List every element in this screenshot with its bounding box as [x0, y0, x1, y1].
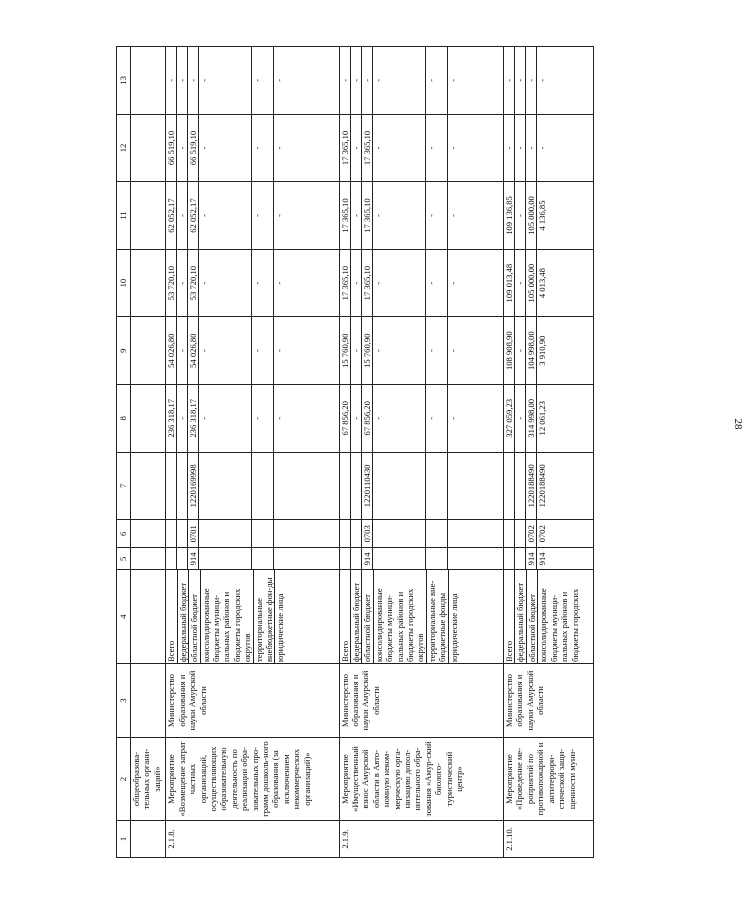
value-cell: 0703	[362, 520, 373, 547]
value-cell: -	[426, 317, 448, 384]
value-cell	[252, 548, 274, 569]
value-cell: 12 061,23	[537, 401, 548, 436]
col-c5	[131, 548, 166, 570]
value-cell: 15 760,90	[362, 317, 373, 384]
value-cell: -	[515, 115, 526, 182]
value-cell: 62 052,17	[166, 182, 177, 249]
value-cell: -	[447, 146, 458, 150]
value-cell: 105 000,00	[526, 250, 537, 317]
header-row	[117, 47, 131, 858]
funding-source: консолидированные бюджеты муници-пальных районов и бюджеты городских	[538, 588, 580, 662]
funding-source: юридические лица	[448, 593, 459, 662]
value-cell: 914	[362, 548, 373, 569]
column-header: 4	[117, 570, 131, 664]
value-cell	[373, 520, 426, 547]
column-header: 13	[117, 47, 131, 115]
value-cell: 108 908,90	[504, 317, 515, 384]
value-cell: 109 013,48	[504, 250, 515, 317]
row-title: Мероприятие «Возмещение затрат частных организаций, осуществляющих образовательную деятельность по реализации обра-зовательных про-грамм дошколь-ного образования (за исключением некоммерческих организаций)»	[166, 738, 339, 821]
col-c6	[166, 520, 339, 548]
value-cell: 53 720,10	[166, 250, 177, 317]
value-cell: 54 026,80	[166, 317, 177, 384]
value-cell	[373, 453, 426, 520]
value-cell: -	[252, 317, 274, 384]
row-ministry: Министерство образования и науки Амурской области	[504, 664, 594, 738]
value-cell	[252, 453, 274, 520]
value-cell: 1220110430	[362, 453, 373, 520]
col-v8	[131, 384, 166, 452]
value-cell: -	[274, 349, 285, 353]
value-cell: -	[166, 47, 177, 114]
value-cell: -	[351, 250, 362, 317]
col-v8	[166, 384, 339, 452]
value-cell	[177, 453, 188, 520]
value-cell: -	[537, 146, 548, 150]
col-v12	[131, 114, 166, 182]
table-row	[339, 47, 503, 858]
value-cell	[340, 520, 351, 547]
value-cell: -	[351, 317, 362, 384]
value-cell: -	[351, 115, 362, 182]
col-v10	[131, 249, 166, 317]
value-cell	[504, 520, 515, 547]
value-cell: -	[199, 182, 252, 249]
value-cell: -	[274, 146, 285, 150]
funding-source: юридические лица	[275, 593, 286, 662]
value-cell: -	[426, 115, 448, 182]
page-number: 28	[732, 418, 744, 430]
value-cell: -	[515, 47, 526, 114]
col-v8	[504, 384, 594, 452]
value-cell: -	[274, 281, 285, 285]
value-cell: 54 026,80	[188, 317, 199, 384]
col-v8	[339, 384, 503, 452]
value-cell: 1220169998	[188, 453, 199, 520]
row-ministry: Министерство образования и науки Амурской области	[166, 664, 339, 738]
value-cell: -	[526, 115, 537, 182]
value-cell: -	[351, 385, 362, 452]
value-cell	[504, 453, 515, 520]
value-cell: -	[373, 385, 426, 452]
funding-source: Всего	[340, 570, 351, 663]
value-cell: -	[426, 385, 448, 452]
col-c7	[131, 452, 166, 520]
funding-source: областной бюджет	[527, 570, 538, 663]
value-cell: -	[199, 250, 252, 317]
value-cell: -	[526, 47, 537, 114]
value-cell	[351, 453, 362, 520]
value-cell	[448, 520, 457, 547]
row-id: 2.1.9.	[339, 820, 503, 857]
value-cell: -	[447, 349, 458, 353]
value-cell: 66 519,10	[188, 115, 199, 182]
value-cell: -	[426, 250, 448, 317]
funding-sources	[166, 570, 339, 664]
col-c6	[131, 520, 166, 548]
value-cell: -	[199, 115, 252, 182]
row-ministry	[131, 664, 166, 738]
value-cell: -	[447, 281, 458, 285]
row-id: 2.1.8.	[166, 820, 339, 857]
value-cell	[340, 548, 351, 569]
value-cell	[448, 453, 457, 520]
budget-table	[116, 46, 594, 858]
value-cell	[515, 520, 526, 547]
value-cell: -	[373, 47, 426, 114]
value-cell: -	[362, 47, 373, 114]
value-cell	[504, 548, 515, 569]
row-title: Мероприятие «Имущественный взнос Амурской области в Авто-номную неком-мерческую орга-низацию допол-нительного обра-зования «Амур-ский биолого-туристический центр»	[339, 738, 503, 821]
value-cell	[515, 453, 526, 520]
value-cell: -	[515, 250, 526, 317]
col-v11	[131, 182, 166, 250]
value-cell: 17 365,10	[362, 115, 373, 182]
value-cell: -	[177, 115, 188, 182]
value-cell	[373, 548, 426, 569]
col-v9	[166, 317, 339, 385]
value-cell	[166, 520, 177, 547]
value-cell: -	[373, 115, 426, 182]
col-v9	[339, 317, 503, 385]
row-title: общеобразова-тельных органи-заций»	[131, 738, 166, 821]
funding-source: областной бюджет	[362, 570, 373, 663]
value-cell	[199, 453, 252, 520]
col-v12	[166, 114, 339, 182]
value-cell: -	[274, 78, 285, 82]
value-cell: -	[199, 317, 252, 384]
value-cell: 53 720,10	[188, 250, 199, 317]
col-v9	[504, 317, 594, 385]
value-cell: 4 136,85	[537, 200, 548, 231]
funding-source: Всего	[504, 570, 515, 663]
value-cell: -	[274, 416, 285, 420]
row-id: 2.1.10.	[504, 820, 594, 857]
value-cell: -	[373, 250, 426, 317]
value-cell	[426, 520, 448, 547]
value-cell: 314 998,00	[526, 385, 537, 452]
value-cell: -	[537, 78, 548, 82]
value-cell	[515, 548, 526, 569]
value-cell: 17 365,10	[362, 182, 373, 249]
value-cell: 66 519,10	[166, 115, 177, 182]
value-cell: -	[252, 47, 274, 114]
value-cell: -	[515, 317, 526, 384]
row-ministry: Министерство образования и науки Амурской области	[339, 664, 503, 738]
value-cell	[274, 548, 283, 569]
value-cell: -	[373, 182, 426, 249]
column-header: 12	[117, 114, 131, 182]
column-header: 5	[117, 548, 131, 570]
col-c5	[504, 548, 594, 570]
column-header: 1	[117, 820, 131, 857]
funding-source: областной бюджет	[189, 570, 200, 663]
value-cell: -	[515, 385, 526, 452]
value-cell	[199, 520, 252, 547]
col-c5	[166, 548, 339, 570]
funding-sources	[131, 570, 166, 664]
value-cell: 109 136,85	[504, 182, 515, 249]
rotated-table-wrapper	[116, 46, 594, 858]
col-c7	[339, 452, 503, 520]
col-v13	[131, 47, 166, 115]
value-cell: 62 052,17	[188, 182, 199, 249]
table-row	[504, 47, 594, 858]
col-v11	[339, 182, 503, 250]
value-cell	[274, 453, 283, 520]
value-cell: -	[199, 47, 252, 114]
value-cell: 17 365,10	[340, 182, 351, 249]
value-cell: 914	[188, 548, 199, 569]
value-cell: -	[188, 47, 199, 114]
value-cell: 15 760,90	[340, 317, 351, 384]
table-row	[131, 47, 166, 858]
value-cell	[340, 453, 351, 520]
funding-source: федеральный бюджет	[515, 570, 526, 663]
column-header: 11	[117, 182, 131, 250]
value-cell	[351, 548, 362, 569]
value-cell: 914	[526, 548, 537, 569]
value-cell	[426, 548, 448, 569]
col-v11	[166, 182, 339, 250]
funding-source: консолидированные бюджеты муници-пальных районов и бюджеты городских округов	[374, 570, 427, 663]
value-cell: -	[177, 317, 188, 384]
value-cell: 1220188490	[526, 453, 537, 520]
column-header: 3	[117, 664, 131, 738]
value-cell: 1220188490	[537, 464, 548, 508]
value-cell: -	[340, 47, 351, 114]
col-v10	[339, 249, 503, 317]
value-cell	[177, 548, 188, 569]
value-cell: -	[447, 214, 458, 217]
funding-source: Всего	[166, 570, 177, 663]
value-cell: -	[373, 317, 426, 384]
value-cell	[426, 453, 448, 520]
col-v10	[166, 249, 339, 317]
value-cell: 67 856,20	[340, 385, 351, 452]
row-title: Мероприятие «Проведение ме-роприятий по противопожарной и антитеррори-стической защи-щенности муни-	[504, 738, 594, 821]
col-v13	[339, 47, 503, 115]
value-cell: 0701	[188, 520, 199, 547]
value-cell: -	[177, 250, 188, 317]
col-c5	[339, 548, 503, 570]
value-cell: -	[199, 385, 252, 452]
column-header: 8	[117, 384, 131, 452]
value-cell: 104 998,00	[526, 317, 537, 384]
value-cell: 236 318,17	[188, 385, 199, 452]
value-cell: 914	[537, 552, 548, 566]
col-c6	[339, 520, 503, 548]
value-cell: -	[177, 385, 188, 452]
value-cell: 67 856,20	[362, 385, 373, 452]
funding-source: федеральный бюджет	[351, 570, 362, 663]
funding-source: федеральный бюджет	[178, 570, 189, 663]
funding-source: территориальные внебюджетные фон-ды	[254, 570, 276, 663]
col-c7	[166, 452, 339, 520]
value-cell: -	[447, 78, 458, 82]
value-cell: 327 059,23	[504, 385, 515, 452]
value-cell	[166, 453, 177, 520]
value-cell: -	[177, 47, 188, 114]
column-header: 7	[117, 452, 131, 520]
funding-source: территориальные вне-бюджетные фонды	[427, 570, 449, 663]
funding-sources	[504, 570, 594, 664]
col-v11	[504, 182, 594, 250]
value-cell: -	[252, 385, 274, 452]
value-cell: -	[274, 214, 285, 217]
col-v10	[504, 249, 594, 317]
col-v12	[504, 114, 594, 182]
value-cell: 3 910,90	[537, 335, 548, 366]
col-v13	[166, 47, 339, 115]
value-cell: 0702	[537, 525, 548, 543]
col-v13	[504, 47, 594, 115]
value-cell: 236 318,17	[166, 385, 177, 452]
value-cell	[351, 520, 362, 547]
funding-source: консолидированные бюджеты муници-пальных районов и бюджеты городских округов	[201, 570, 254, 663]
column-header: 10	[117, 249, 131, 317]
value-cell: -	[515, 182, 526, 249]
value-cell: -	[504, 115, 515, 182]
value-cell: -	[426, 182, 448, 249]
value-cell: 4 013,48	[537, 268, 548, 299]
col-v9	[131, 317, 166, 385]
value-cell: 17 365,10	[340, 115, 351, 182]
value-cell: -	[177, 182, 188, 249]
value-cell: -	[351, 47, 362, 114]
value-cell: -	[504, 47, 515, 114]
value-cell: 17 365,10	[340, 250, 351, 317]
value-cell	[177, 520, 188, 547]
value-cell	[448, 548, 457, 569]
table-row	[166, 47, 339, 858]
value-cell	[199, 548, 252, 569]
value-cell: -	[351, 182, 362, 249]
value-cell	[252, 520, 274, 547]
col-v12	[339, 114, 503, 182]
value-cell: -	[252, 250, 274, 317]
funding-sources	[339, 570, 503, 664]
column-header: 9	[117, 317, 131, 385]
value-cell: -	[426, 47, 448, 114]
value-cell: -	[252, 182, 274, 249]
value-cell	[166, 548, 177, 569]
column-header: 6	[117, 520, 131, 548]
value-cell: 105 000,00	[526, 182, 537, 249]
value-cell: 0702	[526, 520, 537, 547]
col-c7	[504, 452, 594, 520]
row-id	[131, 820, 166, 857]
value-cell: 17 365,10	[362, 250, 373, 317]
value-cell: -	[252, 115, 274, 182]
value-cell: -	[447, 416, 458, 420]
value-cell	[274, 520, 283, 547]
column-header: 2	[117, 738, 131, 821]
col-c6	[504, 520, 594, 548]
